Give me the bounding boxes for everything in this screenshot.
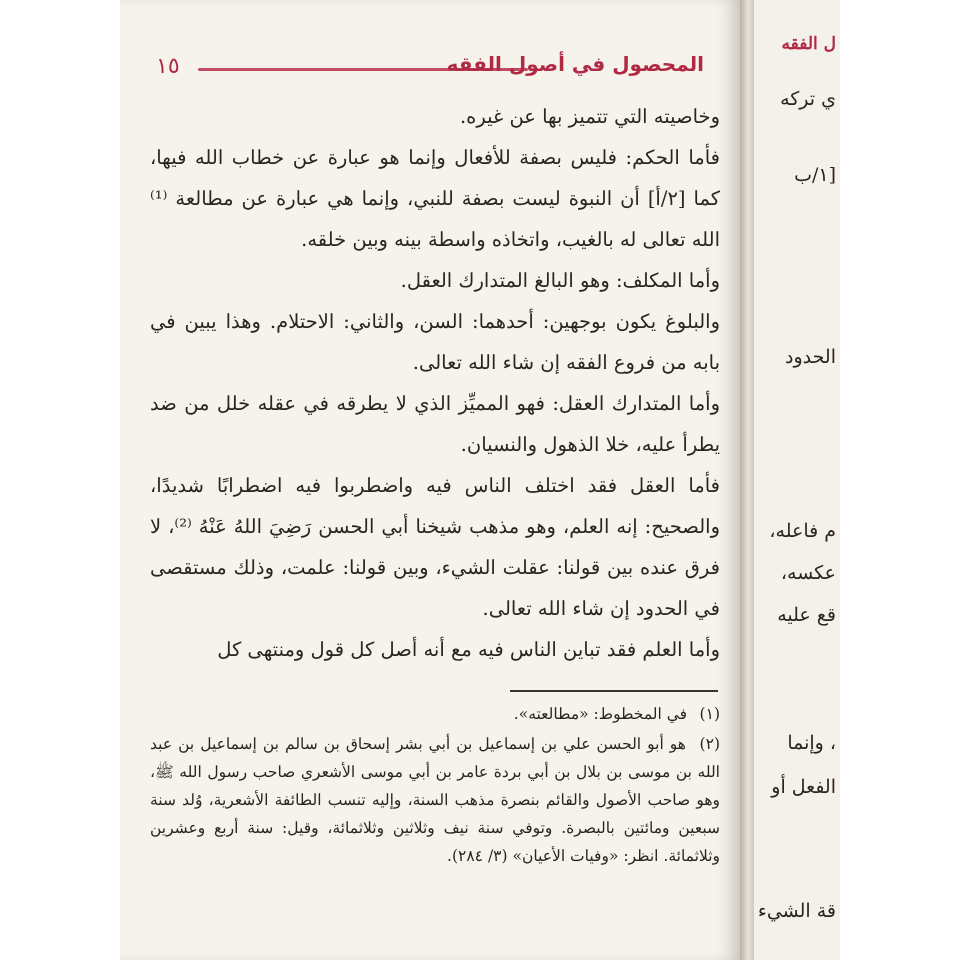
paragraph: فأما العقل فقد اختلف الناس فيه واضطربوا فيه اضطرابًا شديدًا، والصحيح: إنه العلم، وهو مذهب شيخنا أبي الحسن رَضِيَ اللهُ عَنْهُ ⁽²⁾، لا فرق عنده بين قولنا: عقلت الشيء، وبين قولنا: علمت، وذلك مستقصى في الحدود إن شاء الله تعالى. <box>150 474 720 620</box>
page-header <box>150 52 710 86</box>
right-page-text-fragment: ، وإنما <box>787 732 836 754</box>
right-page-text-fragment: قة الشيء <box>757 900 836 922</box>
footnotes <box>150 700 720 872</box>
paragraph: وأما العلم فقد تباين الناس فيه مع أنه أصل كل قول ومنتهى كل <box>217 638 720 661</box>
paragraph: وأما المتدارك العقل: فهو المميِّز الذي لا يطرقه في عقله خلل من ضد يطرأ عليه، خلا الذهول والنسيان. <box>150 392 720 456</box>
paragraph: والبلوغ يكون بوجهين: أحدهما: السن، والثاني: الاحتلام. وهذا يبين في بابه من فروع الفقه إن شاء الله تعالى. <box>150 310 720 374</box>
running-title: المحصول في أصول الفقه <box>446 52 704 76</box>
paragraph: وأما المكلف: وهو البالغ المتدارك العقل. <box>400 269 720 292</box>
footnote-text: هو أبو الحسن علي بن إسماعيل بن أبي بشر إسحاق بن سالم بن إسماعيل بن عبد الله بن موسى بن بلال بن أبي بردة عامر بن أبي موسى الأشعري صاحب رسول الله ﷺ، وهو صاحب الأصول والقائم بنصرة مذهب السنة، وإليه تنسب الطائفة الأشعرية، وُلد سنة سبعين ومائتين بالبصرة. وتوفي سنة نيف وثلاثين وثلاثمائة، وقيل: سنة أربع وعشرين وثلاثمائة. انظر: «وفيات الأعيان» (٣/ ٢٨٤). <box>150 735 720 865</box>
footnote <box>150 700 720 728</box>
right-page-text-fragment: ي تركه <box>780 88 836 110</box>
right-page-text-fragment: قع عليه <box>777 604 836 626</box>
footnote-text: في المخطوط: «مطالعته». <box>513 705 688 723</box>
right-page-text-fragment: م فاعله، <box>769 520 836 542</box>
right-page-header-fragment: ل الفقه <box>781 34 836 54</box>
page-number: ١٥ <box>156 54 180 79</box>
paragraph: وخاصيته التي تتميز بها عن غيره. <box>459 105 720 128</box>
footnote <box>150 730 720 870</box>
right-page-text-fragment: الفعل أو <box>771 776 836 798</box>
right-page-text-fragment: [١/ب <box>794 164 836 186</box>
paragraph: فأما الحكم: فليس بصفة للأفعال وإنما هو عبارة عن خطاب الله فيها، كما [٢/أ] أن النبوة ليست بصفة للنبي، وإنما هي عبارة عن مطالعة ⁽¹⁾ الله تعالى له بالغيب، واتخاذه واسطة بينه وبين خلقه. <box>150 146 721 251</box>
footnote-marker: (٢) <box>699 735 720 753</box>
footnote-divider <box>510 690 718 692</box>
right-page-text-fragment: الحدود <box>785 346 836 368</box>
footnote-marker: (١) <box>699 705 720 723</box>
book-page-right <box>754 0 840 960</box>
book-gutter <box>740 0 754 960</box>
main-text <box>150 96 720 670</box>
right-page-text-fragment: عكسه، <box>780 562 836 584</box>
right-page-text <box>754 0 840 960</box>
